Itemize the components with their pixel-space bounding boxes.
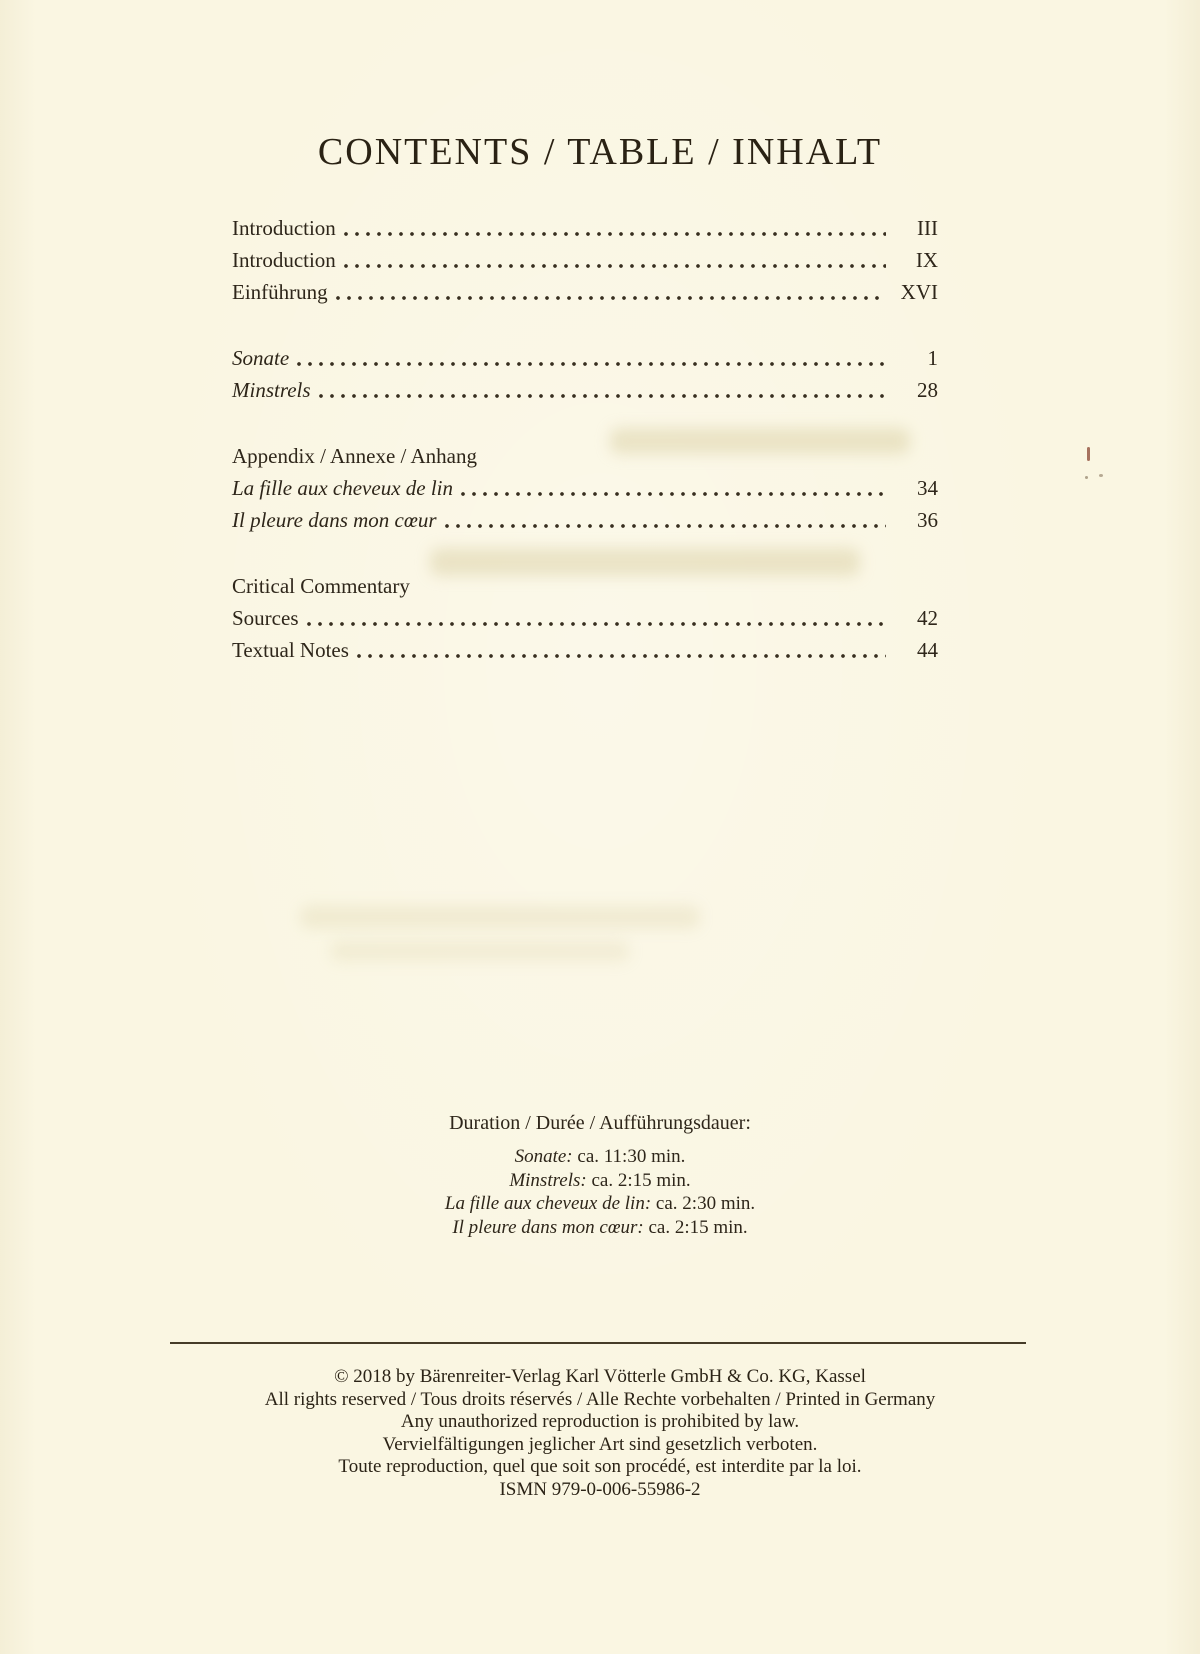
toc-leader-dots <box>445 523 886 529</box>
toc-leader-dots <box>336 295 886 301</box>
duration-time: ca. 2:30 min. <box>651 1193 756 1214</box>
imprint-footer <box>0 1366 1200 1502</box>
toc-entry-label: Textual Notes <box>232 638 349 662</box>
toc-entry <box>232 276 938 308</box>
toc-entry <box>232 342 938 374</box>
paper-artifact-dot <box>1099 474 1103 477</box>
toc-entry <box>232 244 938 276</box>
duration-work-title: Minstrels: <box>509 1169 587 1191</box>
toc-entry <box>232 472 938 504</box>
duration-items <box>0 1145 1200 1239</box>
paper-artifact-dot <box>1085 476 1088 479</box>
page-title: CONTENTS / TABLE / INHALT <box>317 131 883 173</box>
toc-entry <box>232 634 938 666</box>
duration-time: ca. 2:15 min. <box>586 1169 691 1191</box>
toc-entry <box>232 212 938 244</box>
duration-heading: Duration / Durée / Aufführungsdauer: <box>449 1112 751 1134</box>
toc-entry-label: Introduction <box>232 216 336 240</box>
imprint-line: © 2018 by Bärenreiter-Verlag Karl Vötterle GmbH & Co. KG, Kassel <box>334 1366 866 1387</box>
toc-page-number: 42 <box>917 606 938 630</box>
toc-entry <box>232 602 938 634</box>
toc-entry <box>232 374 938 406</box>
toc-leader-dots <box>461 491 886 497</box>
toc-section <box>232 342 938 406</box>
duration-time: ca. 11:30 min. <box>572 1146 686 1167</box>
duration-work-title: Sonate: <box>514 1146 573 1167</box>
footer-divider-rule <box>170 1342 1026 1344</box>
toc-page-number: 34 <box>917 476 938 500</box>
imprint-line: ISMN 979-0-006-55986-2 <box>499 1478 701 1500</box>
toc-entry <box>232 504 938 536</box>
duration-block <box>0 1112 1200 1239</box>
toc <box>232 212 938 700</box>
toc-leader-dots <box>344 231 886 237</box>
toc-entry-label: La fille aux cheveux de lin <box>232 476 454 500</box>
duration-work-title: La fille aux cheveux de lin: <box>444 1193 652 1214</box>
toc-page-number: XVI <box>900 280 938 304</box>
toc-page-number: 28 <box>917 378 938 402</box>
showthrough-smudge <box>300 905 700 929</box>
toc-page-number: 44 <box>917 638 938 662</box>
imprint-line: All rights reserved / Tous droits réservés / Alle Rechte vorbehalten / Printed in Germany <box>264 1388 936 1410</box>
duration-line <box>0 1192 1200 1216</box>
imprint-line: Any unauthorized reproduction is prohibited by law. <box>400 1411 800 1433</box>
paper-artifact-mark <box>1087 447 1090 461</box>
imprint-line: Vervielfältigungen jeglicher Art sind gesetzlich verboten. <box>382 1433 818 1455</box>
toc-page-number: 36 <box>917 508 938 532</box>
toc-leader-dots <box>344 263 886 269</box>
toc-page-number: 1 <box>927 346 938 370</box>
duration-work-title: Il pleure dans mon cœur: <box>452 1216 644 1238</box>
toc-entry-label: Minstrels <box>232 378 311 402</box>
toc-leader-dots <box>357 653 886 659</box>
toc-entry-label: Introduction <box>232 248 336 272</box>
toc-leader-dots <box>297 361 886 367</box>
toc-entry-label: Einführung <box>232 280 328 304</box>
showthrough-smudge <box>330 940 630 962</box>
duration-time: ca. 2:15 min. <box>643 1216 748 1238</box>
toc-entry-label: Sources <box>232 606 299 630</box>
imprint-line: Toute reproduction, quel que soit son procédé, est interdite par la loi. <box>338 1456 862 1478</box>
toc-section <box>232 212 938 308</box>
duration-line <box>0 1216 1200 1240</box>
toc-entry-label: Sonate <box>232 346 290 370</box>
toc-section-heading: Appendix / Annexe / Anhang <box>232 444 477 468</box>
toc-section-heading: Critical Commentary <box>232 574 410 598</box>
toc-entry-label: Il pleure dans mon cœur <box>232 508 437 532</box>
duration-line <box>0 1169 1200 1193</box>
toc-section <box>232 440 938 536</box>
duration-line <box>0 1145 1200 1169</box>
toc-leader-dots <box>319 393 886 399</box>
toc-leader-dots <box>307 621 887 627</box>
toc-section <box>232 570 938 666</box>
toc-page-number: III <box>917 216 938 240</box>
toc-page-number: IX <box>915 248 938 272</box>
